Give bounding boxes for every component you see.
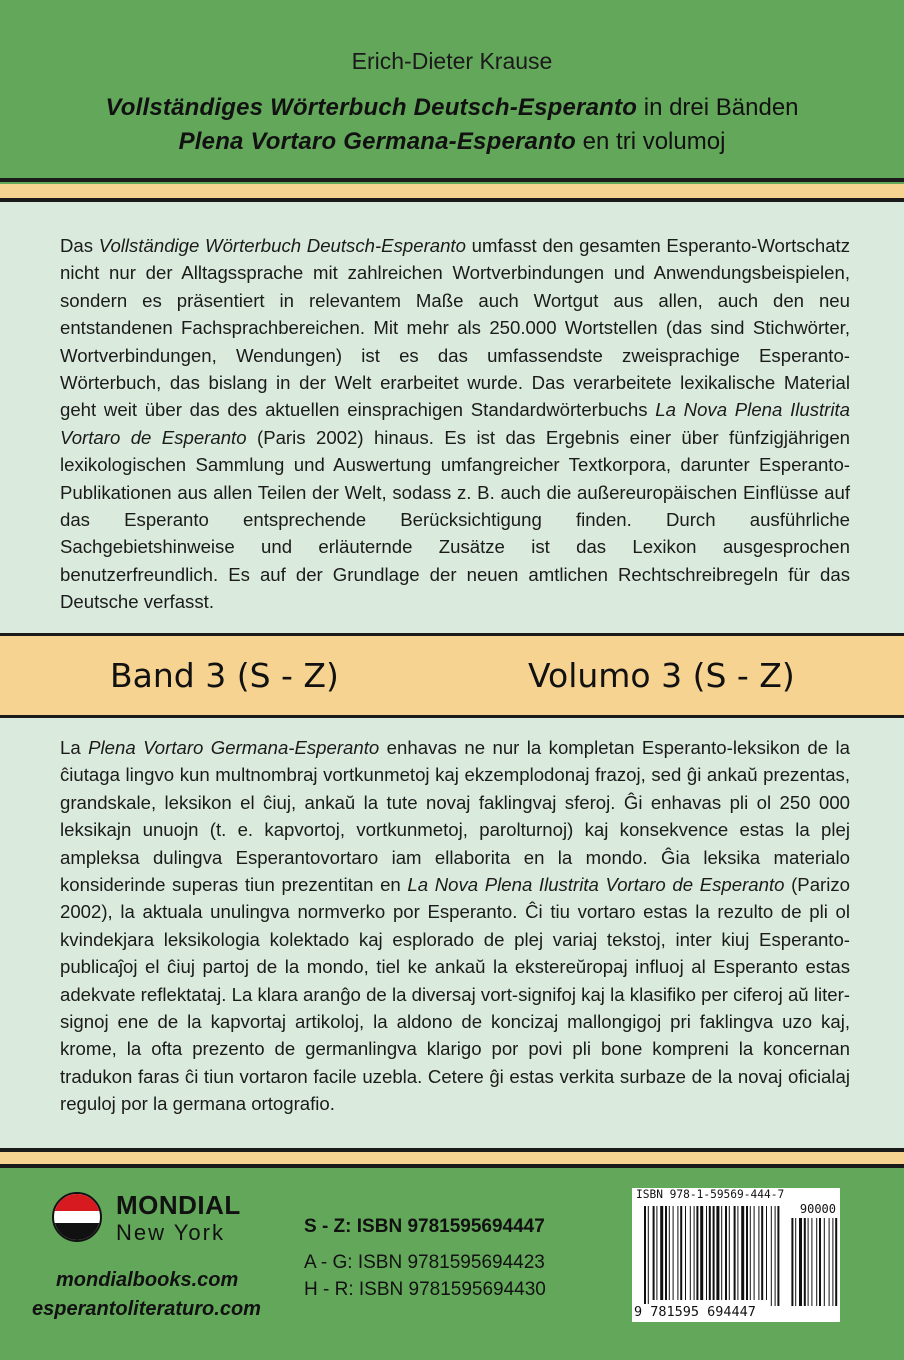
barcode-bar	[706, 1206, 707, 1300]
barcode-bar	[680, 1206, 682, 1300]
barcode-bar	[694, 1206, 695, 1300]
barcode-addon-bar	[816, 1218, 817, 1306]
german-description-panel	[0, 202, 904, 634]
title-german-suffix: in drei Bänden	[637, 94, 799, 121]
title-esperanto-main: Plena Vortaro Germana-Esperanto	[178, 128, 577, 155]
barcode-bar	[709, 1206, 711, 1300]
barcode-bar	[777, 1206, 779, 1306]
barcode-addon-price: 90000	[799, 1202, 836, 1216]
author-name: Erich-Dieter Krause	[351, 48, 553, 74]
header-band	[0, 0, 904, 178]
barcode-bar	[766, 1206, 767, 1300]
barcode-bar	[761, 1206, 763, 1300]
isbn-volume-3: S - Z: ISBN 9781595694447	[304, 1216, 545, 1237]
barcode-addon-bar	[795, 1218, 796, 1306]
barcode-bar	[737, 1206, 738, 1300]
reference-title-italic: La Nova Plena Ilustrita Vortaro de Esperanto	[407, 874, 785, 896]
german-description	[60, 232, 850, 616]
isbn-volume-1: A - G: ISBN 9781595694423	[304, 1252, 545, 1273]
book-title-italic: Plena Vortaro Germana-Esperanto	[88, 737, 380, 758]
barcode-bar	[656, 1206, 657, 1300]
text-run: Das	[60, 235, 99, 256]
title-esperanto-suffix: en tri volumoj	[576, 128, 726, 155]
volume-label-esperanto: Volumo 3 (S - Z)	[528, 656, 795, 695]
barcode-bar	[685, 1206, 686, 1300]
divider-rule	[0, 178, 904, 182]
barcode-bar	[741, 1206, 744, 1300]
book-title-italic: Vollständige Wörterbuch Deutsch-Esperanto	[98, 235, 466, 256]
barcode-addon-bar	[829, 1218, 830, 1306]
barcode-bar	[690, 1206, 691, 1300]
barcode-addon-bar	[819, 1218, 821, 1306]
reference-title-italic: La Nova Plena Ilustrita Vortaro de Esperanto	[60, 399, 851, 448]
website-esperantoliteraturo[interactable]: esperantoliteraturo.com	[32, 1298, 261, 1320]
barcode-bar	[758, 1206, 759, 1300]
barcode-bar	[673, 1206, 674, 1300]
barcode-addon-bar	[835, 1218, 837, 1306]
text-run: enhavas ne nur la kompletan Esperanto-leksikon de la ĉiutaga lingvo kun multnombraj vortkunmetoj kaj ekzemplodonaj frazoj, sed ĝi ankaŭ prezentas, grandskale, leksikon el ĉiuj, ankaŭ la tute novaj faklingvaj sferoj. Ĝi enhavas pli ol 250 000 leksikajn unuojn (t. e. kapvortoj, vortkunmetoj, parolturnoj) kaj konsekvence estas la plej ampleksa dulingva Esperantovortaro iam ellaborita en la mondo. Ĝia leksika materialo konsiderinde superas tiun prezentitan en	[60, 737, 850, 896]
text-run: umfasst den gesamten Esperanto-Wortschatz nicht nur der Alltagssprache mit zahlreichen Wortverbindungen und Anwendungsbeispielen, sondern es präsentiert in relevantem Maße auch Wortgut aus allen, auch den neu entstandenen Fachsprachbereichen. Mit mehr als 250.000 Wortstellen (das sind Stichwörter, Wortverbindungen, Wendungen) ist es das umfassendste zweisprachige Esperanto-Wörterbuch, das bislang in der Welt erarbeitet wurde. Das verarbeitete lexikalische Material geht weit über das des aktuellen einsprachigen Standardwörterbuchs	[60, 235, 850, 421]
barcode-bar	[648, 1206, 649, 1306]
barcode-bar	[725, 1206, 727, 1300]
esperanto-description	[60, 734, 850, 1118]
esperanto-description-panel	[0, 718, 904, 1164]
barcode-digits: 9 781595 694447	[634, 1304, 756, 1320]
barcode-bar	[721, 1206, 722, 1300]
barcode-addon-bar	[799, 1218, 802, 1306]
barcode-bar	[771, 1206, 772, 1306]
barcode-addon-bar	[808, 1218, 809, 1306]
barcode-bar	[746, 1206, 748, 1300]
volume-band	[0, 636, 904, 716]
barcode-bars-icon	[632, 1202, 840, 1310]
volume-label-german: Band 3 (S - Z)	[110, 656, 339, 695]
barcode-bar	[669, 1206, 670, 1300]
barcode-bar	[644, 1206, 646, 1306]
barcode-bar	[653, 1206, 655, 1300]
publisher-city: New York	[116, 1220, 225, 1245]
barcode-addon-bar	[832, 1218, 833, 1306]
tricolor-circle-logo-icon	[52, 1192, 102, 1242]
barcode-bar	[729, 1206, 730, 1300]
website-mondialbooks[interactable]: mondialbooks.com	[56, 1269, 239, 1291]
divider-stripe	[0, 184, 904, 198]
barcode-addon-bar	[804, 1218, 806, 1306]
publisher-band	[0, 1168, 904, 1360]
barcode-bar	[677, 1206, 678, 1300]
text-run: (Paris 2002) hinaus. Es ist das Ergebnis einer über fünfzigjährigen lexikologischen Sammlung und Auswertung umfangreicher Textkorpora, darunter Esperanto-Publikationen aus allen Teilen der Welt, sodass z. B. auch die außereuropäischen Einflüsse auf das Esperanto entsprechende Berücksichtigung finden. Durch ausführliche Sachgebietshinweise und erläuternde Zusätze ist das Lexikon ausgesprochen benutzerfreundlich. Es auf der Grundlage der neuen amtlichen Rechtschreibregeln für das Deutsche verfasst.	[60, 426, 851, 613]
isbn-barcode	[632, 1188, 840, 1322]
title-german-main: Vollständiges Wörterbuch Deutsch-Esperanto	[105, 94, 638, 121]
title-german	[0, 94, 904, 122]
barcode-bar	[713, 1206, 715, 1300]
barcode-bar	[660, 1206, 663, 1300]
text-run: (Parizo 2002), la aktuala unulingva normverko por Esperanto. Ĉi tiu vortaro estas la rezulto de pli ol kvindekjara leksikologia kolektado kaj esplorado de plej variaj tekstoj, inter kiuj Esperanto-publicaĵoj el ĉiuj partoj de la mondo, tiel ke ankaŭ la ekstereŭropaj influoj al Esperanto estas adekvate reflektataj. La klara aranĝo de la diversaj vort-signifoj kaj la klasifiko per ciferoj aŭ liter-signoj ene de la kapvortaj artikoloj, la aldono de koncizaj mallongigoj pri faklingva uzo kaj, krome, la ofta prezento de germanlingva klarigo por povi pli bone kompreni la koncernan tradukon faras ĉi tiun vortaron facile uzebla. Cetere ĝi estas verkita surbaze de la novaj oficialaj reguloj por la germana ortografio.	[60, 874, 850, 1115]
barcode-bar	[716, 1206, 719, 1300]
barcode-addon-bar	[824, 1218, 825, 1306]
barcode-bar	[665, 1206, 667, 1300]
text-run: La	[60, 737, 89, 758]
barcode-bar	[750, 1206, 751, 1300]
barcode-bar	[754, 1206, 755, 1300]
publisher-name: MONDIAL	[116, 1190, 241, 1220]
isbn-volume-2: H - R: ISBN 9781595694430	[304, 1279, 546, 1300]
barcode-isbn-text: ISBN 978-1-59569-444-7	[636, 1188, 785, 1201]
barcode-bar	[696, 1206, 698, 1300]
barcode-addon-bar	[791, 1218, 793, 1306]
title-esperanto	[0, 128, 904, 156]
barcode-bar	[775, 1206, 776, 1306]
barcode-bar	[700, 1206, 703, 1300]
barcode-bar	[734, 1206, 736, 1300]
barcode-addon-bar	[811, 1218, 812, 1306]
